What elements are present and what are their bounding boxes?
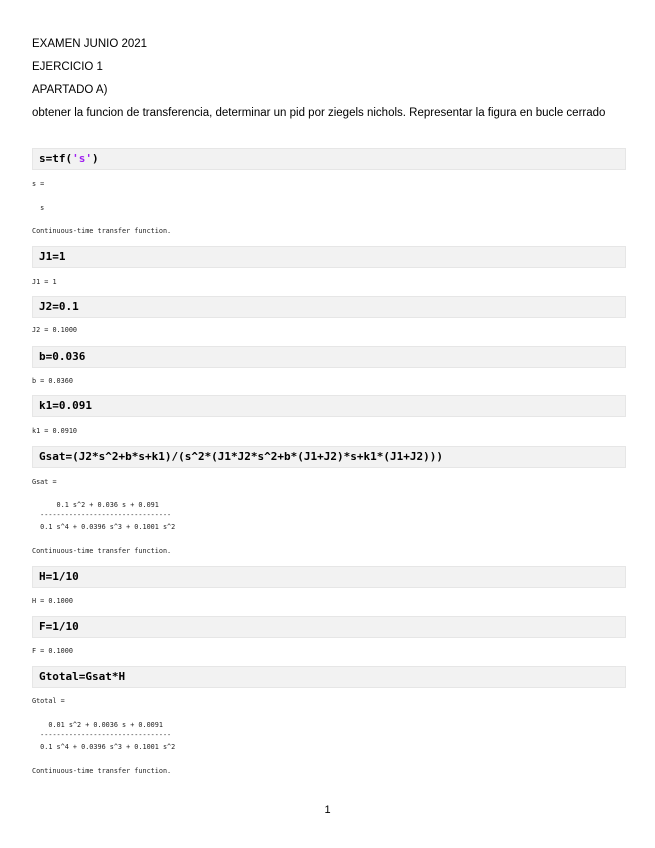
document-title: EXAMEN JUNIO 2021: [32, 38, 148, 50]
output-line: --------------------------------: [32, 511, 172, 519]
code-cell: s=tf('s'): [32, 148, 626, 170]
output-line: k1 = 0.0910: [32, 427, 78, 435]
section-heading: APARTADO A): [32, 84, 108, 96]
output-line: 0.1 s^2 + 0.036 s + 0.091: [32, 501, 159, 509]
code-cell: Gtotal=Gsat*H: [32, 666, 626, 688]
code-cell: J1=1: [32, 246, 626, 268]
output-line: b = 0.0360: [32, 377, 73, 385]
output-line: Continuous-time transfer function.: [32, 547, 172, 555]
problem-statement: obtener la funcion de transferencia, determinar un pid por ziegels nichols. Representar la figura en bucle cerrado: [32, 107, 606, 119]
string-literal: 's': [72, 152, 92, 165]
output-line: F = 0.1000: [32, 647, 73, 655]
page-number: 1: [324, 804, 331, 816]
output-line: J2 = 0.1000: [32, 326, 78, 334]
exercise-heading: EJERCICIO 1: [32, 61, 103, 73]
code-cell: H=1/10: [32, 566, 626, 588]
code-cell: J2=0.1: [32, 296, 626, 318]
output-line: s =: [32, 180, 45, 188]
output-line: J1 = 1: [32, 278, 57, 286]
code-cell: b=0.036: [32, 346, 626, 368]
output-line: 0.1 s^4 + 0.0396 s^3 + 0.1001 s^2: [32, 743, 176, 751]
output-line: 0.1 s^4 + 0.0396 s^3 + 0.1001 s^2: [32, 523, 176, 531]
output-line: 0.01 s^2 + 0.0036 s + 0.0091: [32, 721, 163, 729]
output-line: Gsat =: [32, 478, 57, 486]
output-line: Continuous-time transfer function.: [32, 227, 172, 235]
output-line: s: [32, 204, 45, 212]
code-cell: Gsat=(J2*s^2+b*s+k1)/(s^2*(J1*J2*s^2+b*(J1+J2)*s+k1*(J1+J2))): [32, 446, 626, 468]
output-line: Continuous-time transfer function.: [32, 767, 172, 775]
output-line: H = 0.1000: [32, 597, 73, 605]
code-cell: F=1/10: [32, 616, 626, 638]
output-line: --------------------------------: [32, 731, 172, 739]
code-cell: k1=0.091: [32, 395, 626, 417]
output-line: Gtotal =: [32, 697, 65, 705]
